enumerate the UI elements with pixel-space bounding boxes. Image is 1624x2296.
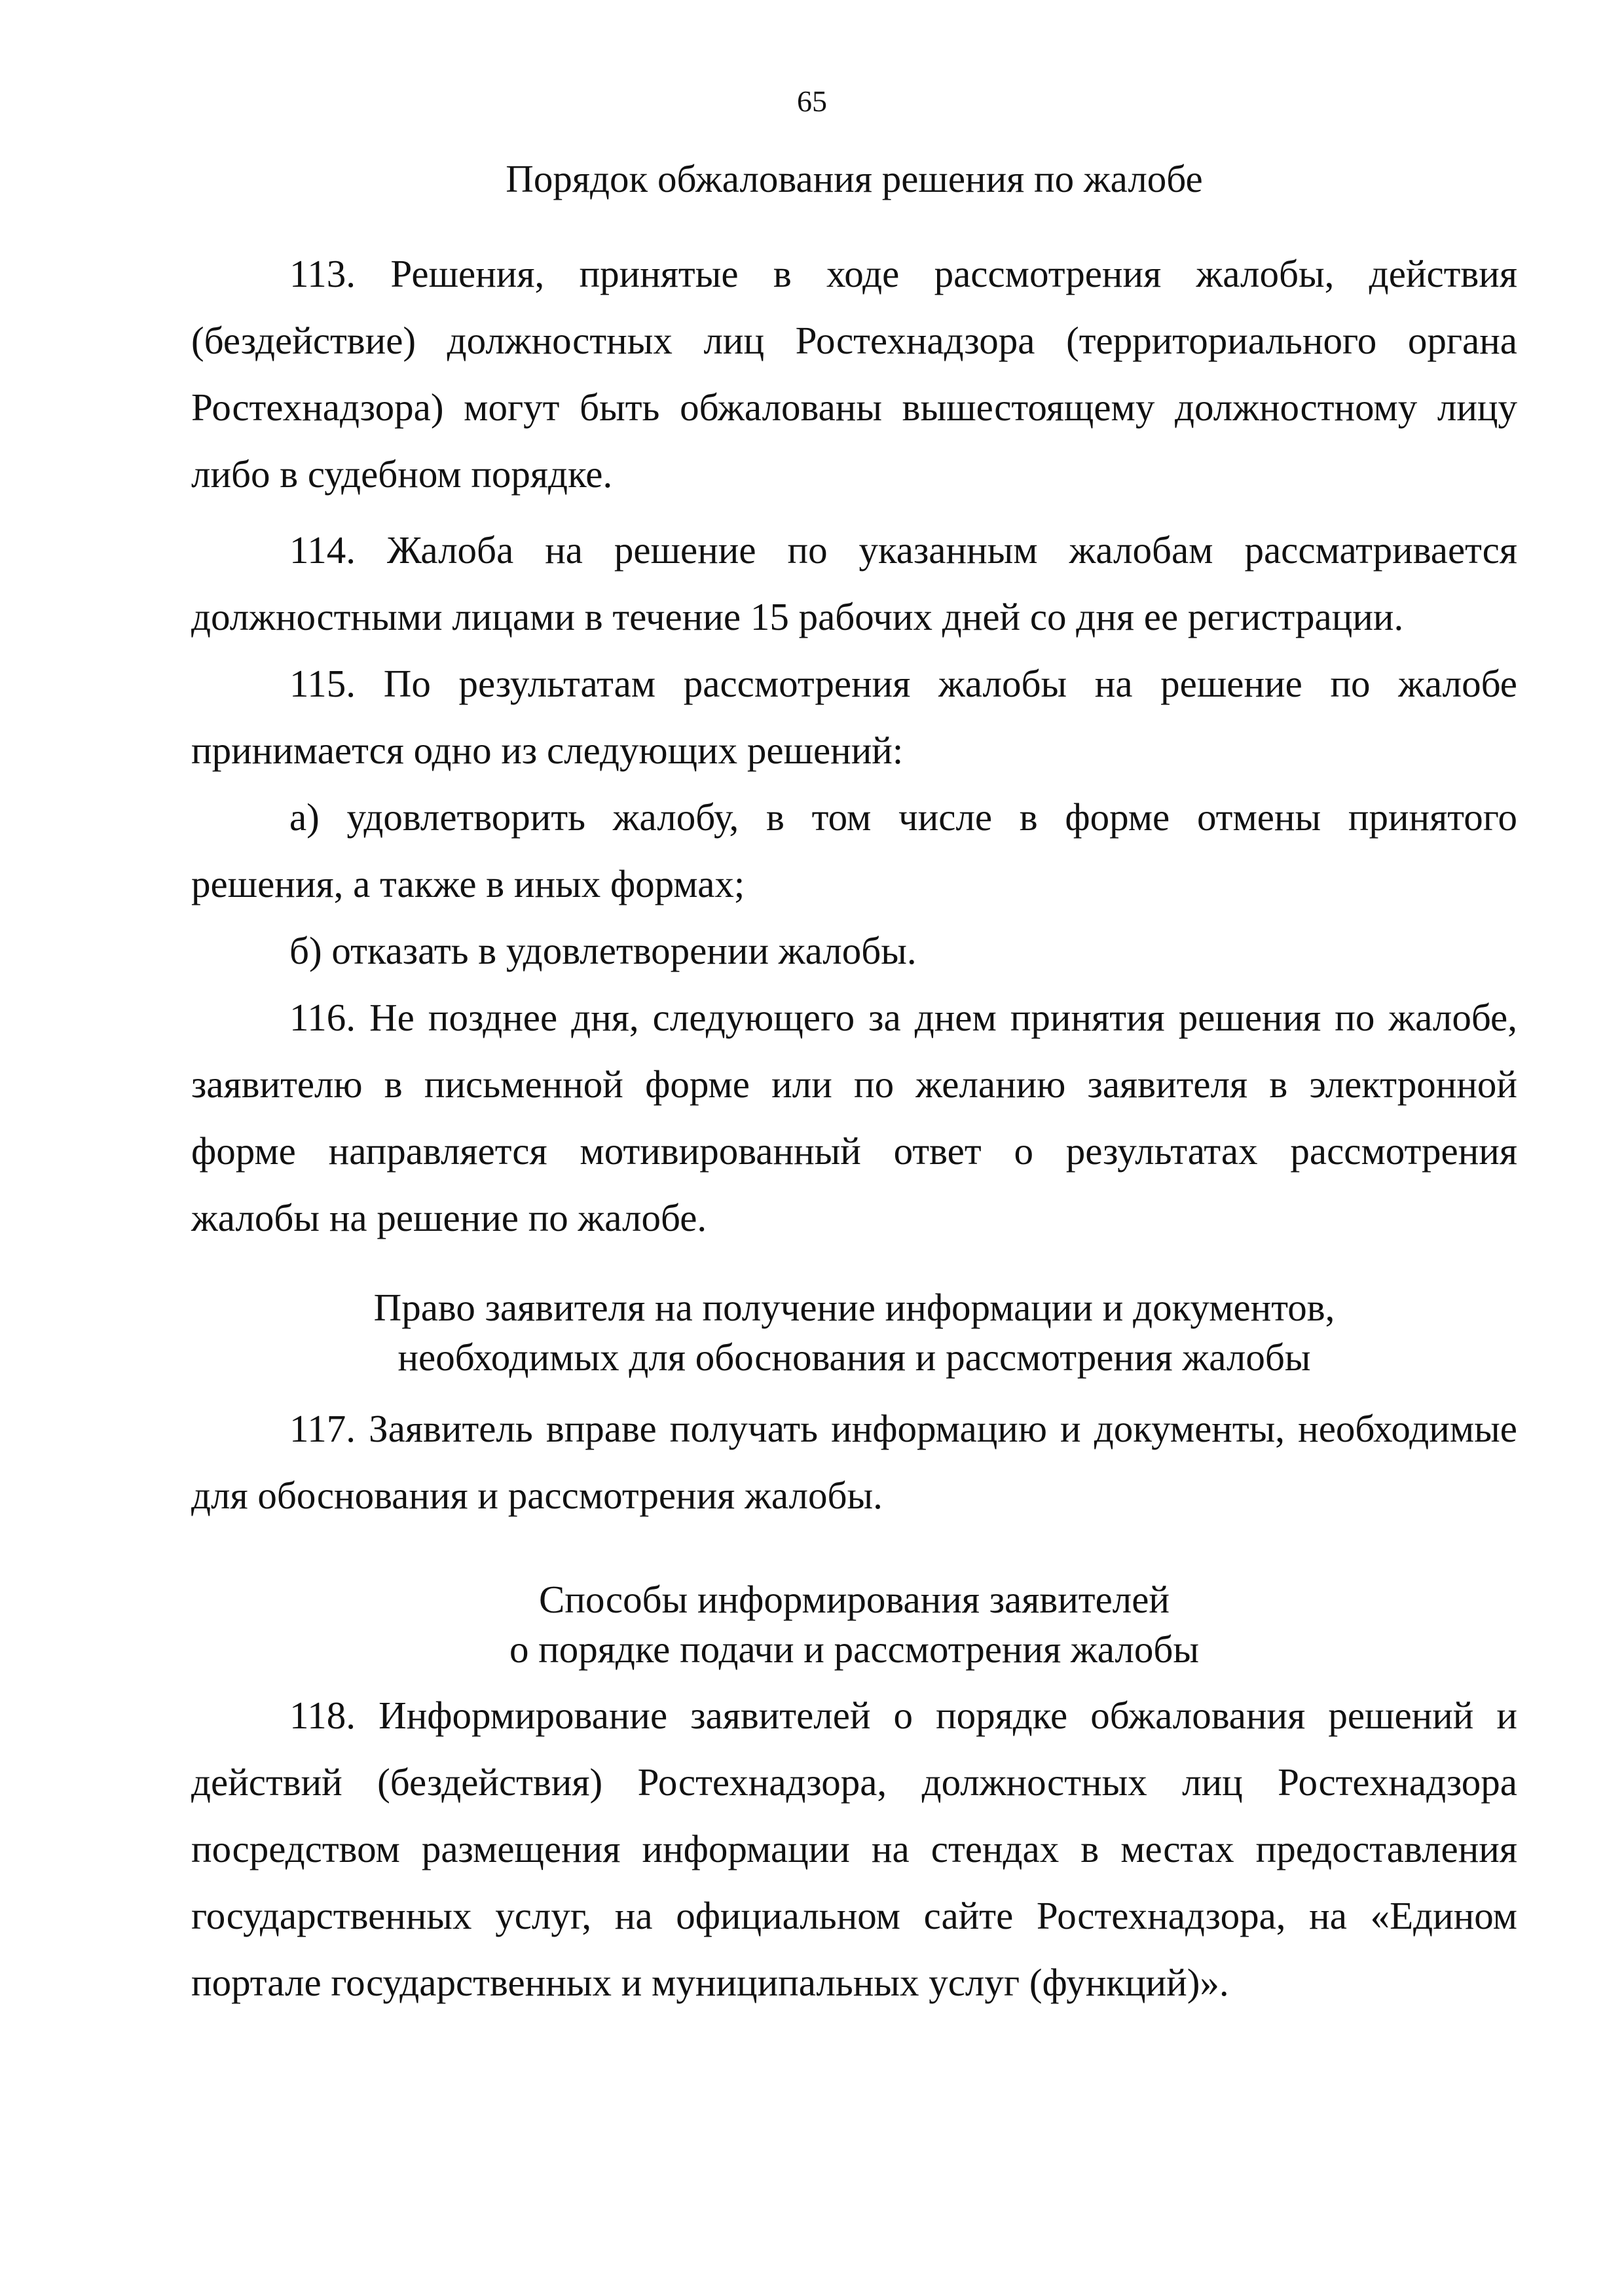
paragraph-115: 115. По результатам рассмотрения жалобы на решение по жалобе принимается одно из следующих решений: — [191, 662, 1517, 772]
page-number: 65 — [797, 84, 827, 118]
heading-line: Способы информирования заявителей — [539, 1578, 1170, 1621]
document-body — [191, 154, 1517, 2016]
heading-line: необходимых для обоснования и рассмотрения жалобы — [397, 1336, 1311, 1379]
paragraph-118: 118. Информирование заявителей о порядке обжалования решений и действий (бездействия) Ростехнадзора, должностных лиц Ростехнадзора посредством размещения информации на стендах в местах предоставления государственных услуг, на официальном сайте Ростехнадзора, на «Едином портале государственных и муниципальных услуг (функций)». — [191, 1694, 1517, 2004]
paragraph-117: 117. Заявитель вправе получать информацию и документы, необходимые для обоснования и рассмотрения жалобы. — [191, 1407, 1517, 1517]
section-heading-appeal-order — [191, 154, 1517, 204]
paragraph-116: 116. Не позднее дня, следующего за днем принятия решения по жалобе, заявителю в письменной форме или по желанию заявителя в электронной форме направляется мотивированный ответ о результатах рассмотрения жалобы на решение по жалобе. — [191, 996, 1517, 1239]
section-heading-informing-methods — [191, 1575, 1517, 1674]
paragraph-115-b: б) отказать в удовлетворении жалобы. — [289, 929, 917, 972]
paragraph-115-a: а) удовлетворить жалобу, в том числе в форме отмены принятого решения, а также в иных формах; — [191, 795, 1517, 905]
heading-line: о порядке подачи и рассмотрения жалобы — [509, 1628, 1200, 1671]
heading-line: Порядок обжалования решения по жалобе — [506, 157, 1203, 200]
paragraph-114: 114. Жалоба на решение по указанным жалобам рассматривается должностными лицами в течение 15 рабочих дней со дня ее регистрации. — [191, 528, 1517, 638]
paragraph-113: 113. Решения, принятые в ходе рассмотрения жалобы, действия (бездействие) должностных лиц Ростехнадзора (территориального органа Ростехнадзора) могут быть обжалованы вышестоящему должностному лицу либо в судебном порядке. — [191, 252, 1517, 496]
section-heading-right-to-information — [191, 1283, 1517, 1382]
heading-line: Право заявителя на получение информации и документов, — [373, 1286, 1335, 1329]
